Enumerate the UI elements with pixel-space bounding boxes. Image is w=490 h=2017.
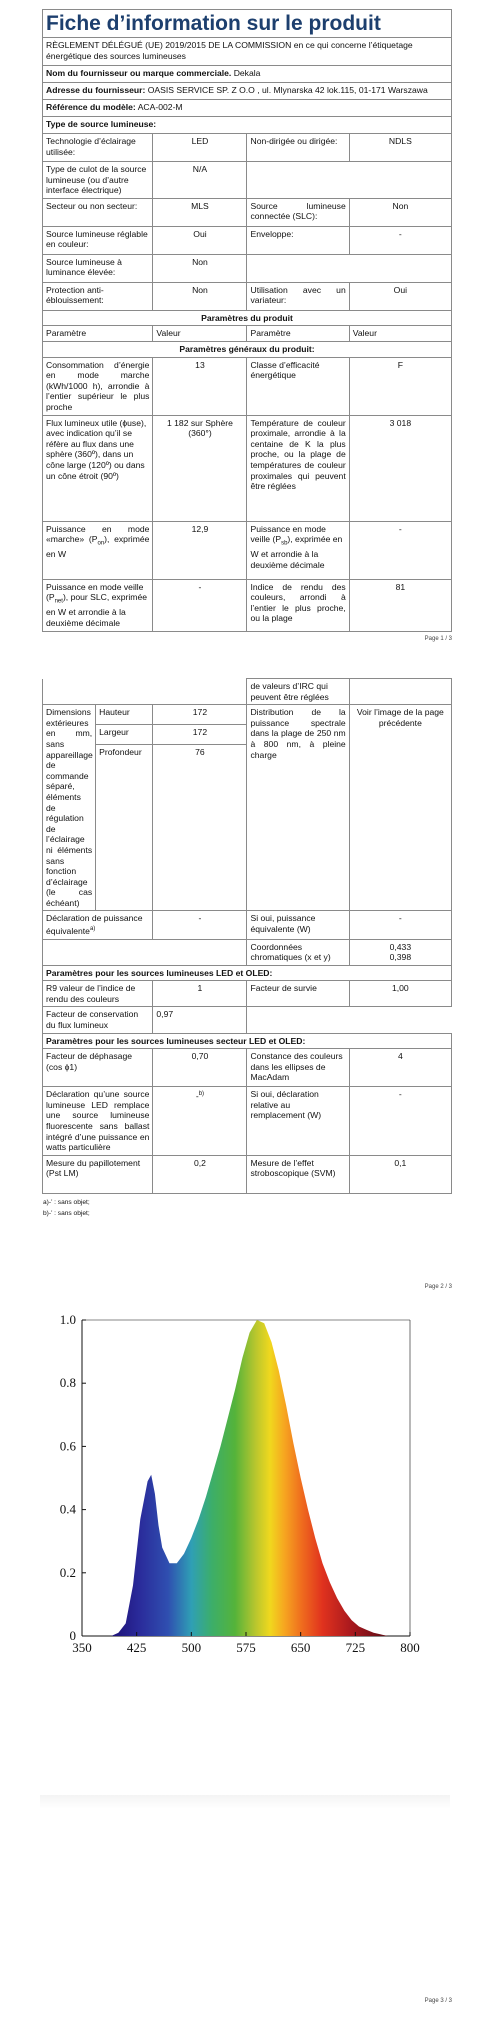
param-label: Flux lumineux utile (ɸuse), avec indication qu’il se réfère au flux dans une sphère (360º), dans un cône large (120º) ou dans un cône étroit (90º) bbox=[43, 415, 153, 521]
dim-value: 172 bbox=[153, 705, 247, 725]
product-sheet bbox=[42, 9, 452, 632]
page-number: Page 3 / 3 bbox=[424, 1998, 452, 2004]
type-value: - bbox=[349, 226, 451, 254]
type-value: Non bbox=[349, 198, 451, 226]
type-heading: Type de source lumineuse: bbox=[43, 117, 452, 134]
y-tick-label: 0.4 bbox=[59, 1501, 76, 1517]
table-row bbox=[43, 579, 452, 631]
type-label: Protection anti-éblouissement: bbox=[43, 282, 153, 310]
spd-label: Distribution de la puissance spectrale dans la plage de 250 nm à 800 nm, à pleine charge bbox=[247, 705, 349, 911]
maint-label: Facteur de conservation du flux lumineux bbox=[43, 1007, 153, 1033]
table-row bbox=[43, 415, 452, 521]
mains-heading: Paramètres pour les sources lumineuses secteur LED et OLED: bbox=[43, 1033, 452, 1049]
table-row bbox=[43, 1155, 452, 1193]
table-row bbox=[43, 226, 452, 254]
dim-label: Hauteur bbox=[96, 705, 153, 725]
supplier-label: Nom du fournisseur ou marque commerciale. bbox=[46, 68, 232, 78]
table-row bbox=[43, 162, 452, 199]
spectrum-chart bbox=[40, 1300, 430, 1670]
param-value: 3 018 bbox=[349, 415, 451, 521]
table-row bbox=[43, 981, 452, 1007]
page-title: Fiche d’information sur le produit bbox=[43, 10, 452, 38]
document-page-2 bbox=[0, 650, 490, 1300]
regulation-text: RÈGLEMENT DÉLÉGUÉ (UE) 2019/2015 DE LA COMMISSION en ce qui concerne l’étiquetage énergétique des sources lumineuses bbox=[43, 38, 452, 66]
param-value: 81 bbox=[349, 579, 451, 631]
flicker-label: Mesure du papillotement (Pst LM) bbox=[43, 1155, 153, 1193]
replace-value: -$^{b)}$ bbox=[153, 1087, 247, 1156]
address-label: Adresse du fournisseur: bbox=[46, 85, 146, 95]
flicker-value: 0,2 bbox=[153, 1155, 247, 1193]
led-heading: Paramètres pour les sources lumineuses LED et OLED: bbox=[43, 965, 452, 981]
maint-value: 0,97 bbox=[153, 1007, 247, 1033]
type-value: LED bbox=[153, 134, 247, 162]
r9-label: R9 valeur de l’indice de rendu des couleurs bbox=[43, 981, 153, 1007]
footnote-a: a)-’ : sans objet; bbox=[43, 1198, 90, 1206]
supplier-row bbox=[43, 66, 452, 83]
info-table bbox=[42, 9, 452, 632]
column-header: Paramètre bbox=[43, 326, 153, 342]
type-label: Type de culot de la source lumineuse (ou d’autre interface électrique) bbox=[43, 162, 153, 199]
param-label: Puissance en mode veille $(P_{net})$, pour SLC, exprimée en W et arrondie à la deuxième décimale bbox=[43, 579, 153, 631]
param-value: 12,9 bbox=[153, 521, 247, 579]
page-number: Page 2 / 3 bbox=[424, 1284, 452, 1290]
table-row bbox=[43, 198, 452, 226]
table-row bbox=[43, 1087, 452, 1156]
table-row bbox=[43, 357, 452, 415]
type-value: Oui bbox=[153, 226, 247, 254]
chart-plot bbox=[104, 1320, 396, 1636]
param-value: - bbox=[153, 579, 247, 631]
param-label: Température de couleur proximale, arrondie à la centaine de K la plus proche, ou la plage de températures de couleur proximales qui peuvent être réglées bbox=[247, 415, 349, 521]
x-tick-label: 650 bbox=[290, 1640, 311, 1655]
type-label: Technologie d’éclairage utilisée: bbox=[43, 134, 153, 162]
y-tick-label: 0.2 bbox=[59, 1564, 76, 1580]
cri-continued: de valeurs d’IRC qui peuvent être réglées bbox=[247, 679, 349, 705]
pf-label: Facteur de déphasage (cos ϕ1) bbox=[43, 1049, 153, 1087]
dims-label: Dimensions extérieures en mm, sans appareillage de commande séparé, éléments de régulation de l’éclairage ni éléments sans fonction d’éclairage (le cas échéant) bbox=[43, 705, 96, 911]
type-label: Secteur ou non secteur: bbox=[43, 198, 153, 226]
r9-value: 1 bbox=[153, 981, 247, 1007]
page-number: Page 1 / 3 bbox=[424, 636, 452, 642]
macadam-value: 4 bbox=[349, 1049, 451, 1087]
x-tick-label: 425 bbox=[126, 1640, 147, 1655]
dim-label: Largeur bbox=[96, 725, 153, 745]
model-row bbox=[43, 100, 452, 117]
chroma-value: 0,433 0,398 bbox=[349, 939, 451, 965]
type-value: MLS bbox=[153, 198, 247, 226]
table-row bbox=[43, 911, 452, 939]
document-page-3 bbox=[0, 1300, 490, 2017]
y-tick-label: 0.8 bbox=[59, 1375, 76, 1391]
spd-value: Voir l’image de la page précédente bbox=[349, 705, 451, 911]
address-row bbox=[43, 83, 452, 100]
address-value: OASIS SERVICE SP. Z O.O , ul. Mlynarska 42 lok.115, 01-171 Warszawa bbox=[147, 85, 428, 95]
replace-question: Si oui, déclaration relative au remplacement (W) bbox=[247, 1087, 349, 1156]
x-tick-label: 350 bbox=[72, 1640, 92, 1655]
param-value: F bbox=[349, 357, 451, 415]
equiv-question-value: - bbox=[349, 911, 451, 939]
equiv-question: Si oui, puissance équivalente (W) bbox=[247, 911, 349, 939]
product-sheet-continued bbox=[42, 678, 452, 1219]
chroma-label: Coordonnées chromatiques (x et y) bbox=[247, 939, 349, 965]
info-table-2 bbox=[42, 678, 452, 1194]
type-label: Non-dirigée ou dirigée: bbox=[247, 134, 349, 162]
survival-label: Facteur de survie bbox=[247, 981, 349, 1007]
y-tick-label: 0.6 bbox=[59, 1438, 76, 1454]
column-header: Paramètre bbox=[247, 326, 349, 342]
table-row bbox=[43, 254, 452, 282]
replace-question-value: - bbox=[349, 1087, 451, 1156]
table-row bbox=[43, 1007, 452, 1033]
type-value: Oui bbox=[349, 282, 451, 310]
supplier-value: Dekala bbox=[233, 68, 261, 78]
dim-label: Profondeur bbox=[96, 744, 153, 911]
dim-value: 172 bbox=[153, 725, 247, 745]
general-heading: Paramètres généraux du produit: bbox=[43, 341, 452, 357]
params-header-row bbox=[43, 326, 452, 342]
table-row bbox=[43, 134, 452, 162]
model-label: Référence du modèle: bbox=[46, 102, 136, 112]
spectrum-svg bbox=[40, 1300, 430, 1670]
equiv-value: - bbox=[153, 911, 247, 939]
params-heading: Paramètres du produit bbox=[43, 310, 452, 326]
table-row bbox=[43, 939, 452, 965]
y-tick-label: 0 bbox=[69, 1628, 76, 1643]
x-tick-label: 500 bbox=[181, 1640, 202, 1655]
x-tick-label: 800 bbox=[400, 1640, 420, 1655]
column-header: Valeur bbox=[349, 326, 451, 342]
param-label: Puissance en mode veille $(P_{sb})$, exprimée en W et arrondie à la deuxième décimale bbox=[247, 521, 349, 579]
table-row bbox=[43, 1049, 452, 1087]
param-label: Consommation d’énergie en mode marche (kWh/1000 h), arrondie à l’entier supérieur le plus proche bbox=[43, 357, 153, 415]
table-row bbox=[43, 282, 452, 310]
scan-shadow bbox=[40, 1795, 450, 1809]
type-value: N/A bbox=[153, 162, 247, 199]
param-label: Classe d’efficacité énergétique bbox=[247, 357, 349, 415]
pf-value: 0,70 bbox=[153, 1049, 247, 1087]
survival-value: 1,00 bbox=[349, 981, 451, 1007]
x-tick-label: 725 bbox=[345, 1640, 366, 1655]
replace-label: Déclaration qu’une source lumineuse LED remplace une source lumineuse fluorescente sans ballast intégré d’une puissance en watts particulière bbox=[43, 1087, 153, 1156]
table-row bbox=[43, 521, 452, 579]
type-label: Source lumineuse à luminance élevée: bbox=[43, 254, 153, 282]
svm-value: 0,1 bbox=[349, 1155, 451, 1193]
y-tick-label: 1.0 bbox=[59, 1312, 76, 1327]
spectrum-area bbox=[104, 1320, 396, 1636]
footnotes bbox=[42, 1197, 452, 1219]
dim-value: 76 bbox=[153, 744, 247, 911]
document-page-1 bbox=[0, 0, 490, 650]
model-value: ACA-002-M bbox=[137, 102, 183, 112]
column-header: Valeur bbox=[153, 326, 247, 342]
param-value: 1 182 sur Sphère (360°) bbox=[153, 415, 247, 521]
type-value: Non bbox=[153, 282, 247, 310]
table-row bbox=[43, 705, 452, 725]
equiv-label: Déclaration de puissance équivalente$^{a)}$ bbox=[43, 911, 153, 939]
footnote-b: b)-’ : sans objet; bbox=[43, 1209, 90, 1217]
type-label: Source lumineuse réglable en couleur: bbox=[43, 226, 153, 254]
param-label: Indice de rendu des couleurs, arrondi à l’entier le plus proche, ou la plage bbox=[247, 579, 349, 631]
svm-label: Mesure de l’effet stroboscopique (SVM) bbox=[247, 1155, 349, 1193]
x-tick-label: 575 bbox=[236, 1640, 256, 1655]
param-value: - bbox=[349, 521, 451, 579]
type-label: Enveloppe: bbox=[247, 226, 349, 254]
type-value: NDLS bbox=[349, 134, 451, 162]
type-value: Non bbox=[153, 254, 247, 282]
param-label: Puissance en mode «marche» $(P_{on})$, exprimée en W bbox=[43, 521, 153, 579]
type-label: Source lumineuse connectée (SLC): bbox=[247, 198, 349, 226]
macadam-label: Constance des couleurs dans les ellipses de MacAdam bbox=[247, 1049, 349, 1087]
type-label: Utilisation avec un variateur: bbox=[247, 282, 349, 310]
param-value: 13 bbox=[153, 357, 247, 415]
